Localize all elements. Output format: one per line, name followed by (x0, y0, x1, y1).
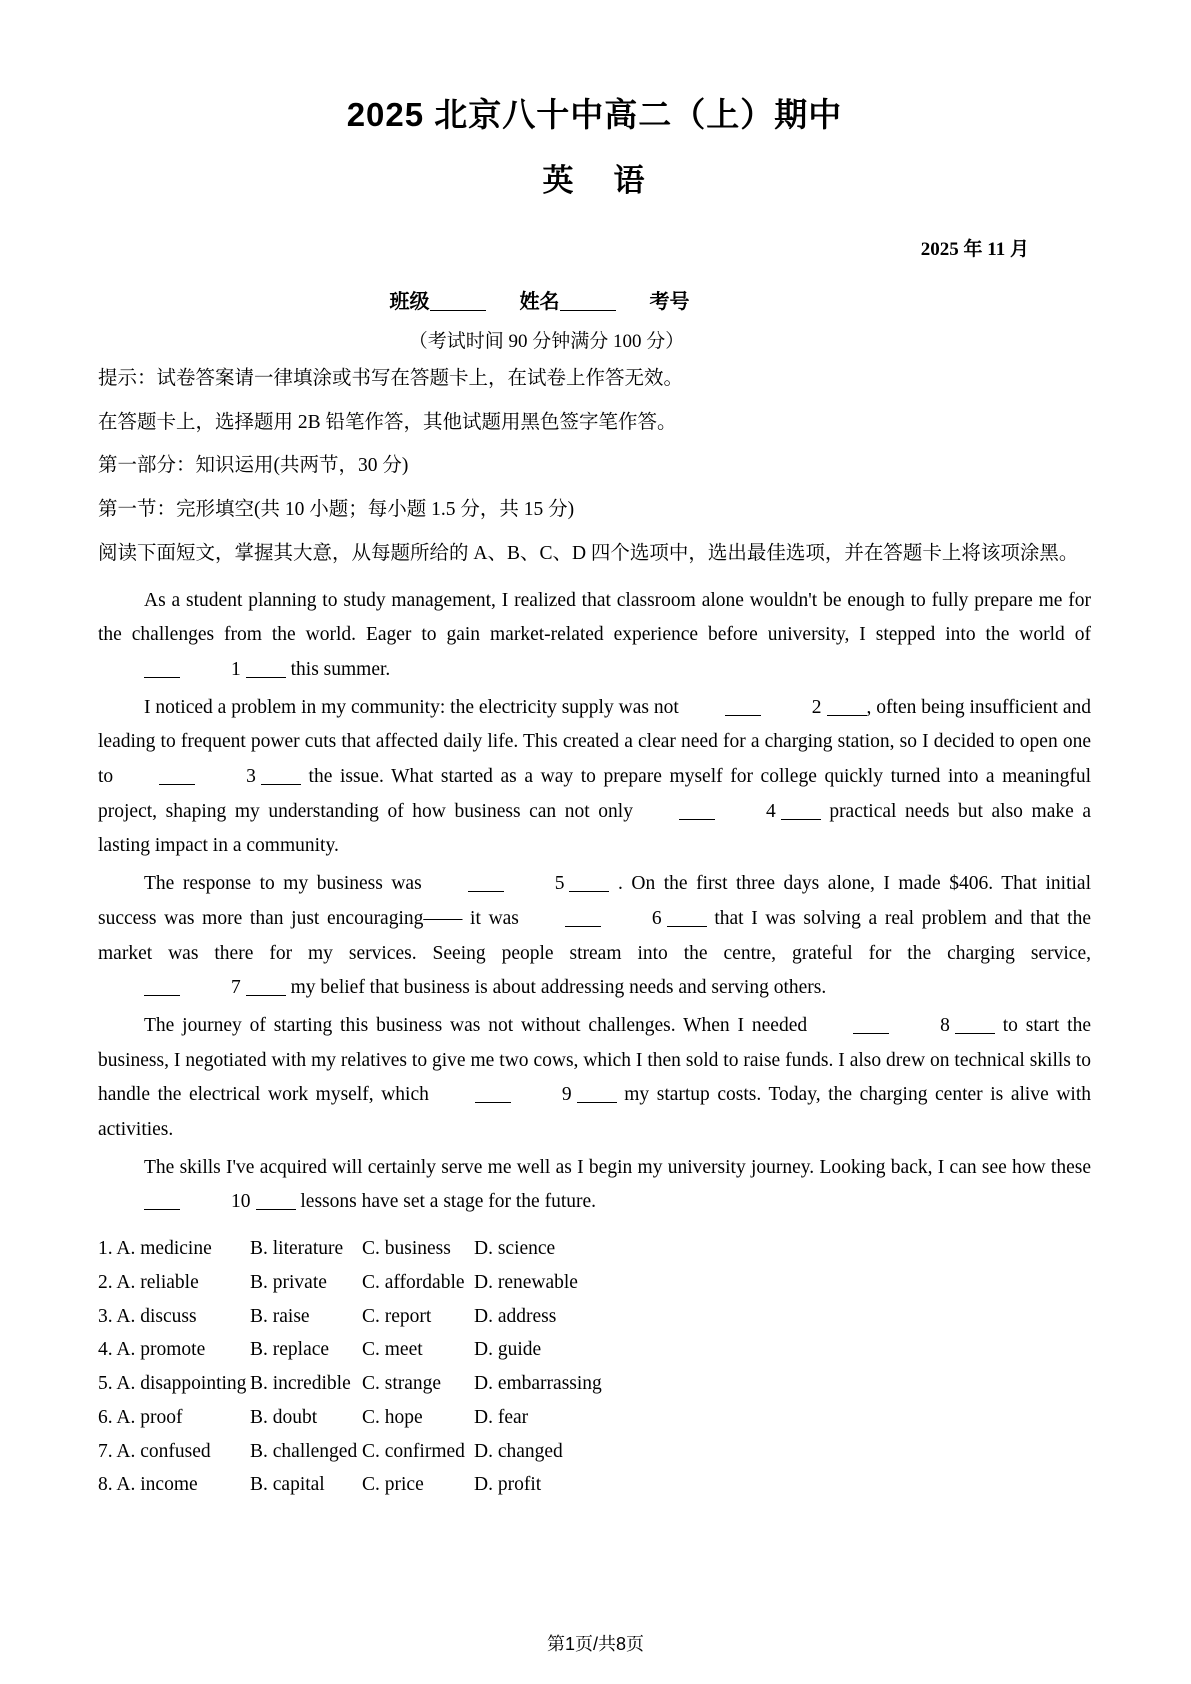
option-b[interactable]: B. capital (250, 1474, 325, 1496)
option-row (98, 1468, 1091, 1502)
blank-8[interactable]: 8 (807, 1009, 995, 1044)
option-b[interactable]: B. incredible (250, 1373, 351, 1395)
passage-text: The response to my business was (144, 873, 422, 895)
cloze-instruction: 阅读下面短文，掌握其大意，从每题所给的 A、B、C、D 四个选项中，选出最佳选项，并在答题卡上将该项涂黑。 (98, 542, 1079, 564)
blank-3[interactable]: 3 (113, 760, 301, 795)
section-cloze-header: 第一节：完形填空(共 10 小题；每小题 1.5 分，共 15 分) (98, 499, 575, 521)
blank-10[interactable]: 10 (98, 1185, 296, 1220)
passage-paragraph-4 (98, 1006, 1091, 1148)
note-pencil-pen: 在答题卡上，选择题用 2B 铅笔作答，其他试题用黑色签字笔作答。 (98, 411, 677, 433)
passage-paragraph-2 (98, 688, 1091, 865)
blank-5[interactable]: 5 (422, 867, 610, 902)
option-row (98, 1232, 1091, 1266)
option-a[interactable]: 3. A. discuss (98, 1305, 197, 1327)
subject-char-left: 英 (542, 162, 576, 198)
option-b[interactable]: B. private (250, 1271, 327, 1293)
passage-text: I noticed a problem in my community: the electricity supply was not (144, 696, 679, 718)
option-b[interactable]: B. replace (250, 1339, 330, 1361)
option-a[interactable]: 4. A. promote (98, 1339, 206, 1361)
option-d[interactable]: D. address (474, 1305, 557, 1327)
option-c[interactable]: C. affordable (362, 1271, 465, 1293)
passage-text: lessons have set a stage for the future. (300, 1191, 597, 1213)
passage-text: The skills I've acquired will certainly serve me well as I begin my university journey. Looking back, I can see how these (144, 1156, 1091, 1178)
option-c[interactable]: C. hope (362, 1406, 423, 1428)
option-row (98, 1333, 1091, 1367)
student-id-line (98, 261, 1091, 314)
option-c[interactable]: C. price (362, 1474, 424, 1496)
option-d[interactable]: D. changed (474, 1440, 563, 1462)
option-b[interactable]: B. challenged (250, 1440, 358, 1462)
passage-text: to start the business, I negotiated with my relatives to give me two cows, which I then sold to raise funds. I also drew on technical skills to handle the electrical work myself, which (98, 1014, 1091, 1106)
passage-text: this summer. (290, 658, 391, 680)
passage-paragraph-3 (98, 864, 1091, 1006)
exam-duration-score: （考试时间 90 分钟满分 100 分） (408, 331, 685, 352)
option-a[interactable]: 6. A. proof (98, 1406, 183, 1428)
passage-text: that I was solving a real problem and that the market was there for my services. Seeing people stream into the centre, grateful for the charging service, (98, 907, 1091, 964)
option-row (98, 1401, 1091, 1435)
class-input-blank[interactable] (430, 310, 486, 311)
subject-char-right: 语 (613, 162, 647, 198)
label-name: 姓名 (519, 291, 560, 313)
passage-text: The journey of starting this business was not without challenges. When I needed (144, 1014, 808, 1036)
passage-text: my startup costs. Today, the charging center is alive with activities. (98, 1084, 1091, 1141)
subject-title (98, 140, 1091, 205)
option-d[interactable]: D. science (474, 1238, 556, 1260)
option-d[interactable]: D. guide (474, 1339, 542, 1361)
option-a[interactable]: 2. A. reliable (98, 1271, 199, 1293)
passage-text: the issue. What started as a way to prepare myself for college quickly turned into a meaningful project, shaping my understanding of how business can not only (98, 766, 1091, 822)
passage-text: . On the first three days alone, I made $406. That initial success was more than just encouraging—— it was (98, 873, 1091, 929)
label-exam-number: 考号 (649, 291, 690, 313)
blank-4[interactable]: 4 (633, 795, 821, 830)
option-c[interactable]: C. strange (362, 1373, 442, 1395)
option-b[interactable]: B. raise (250, 1305, 310, 1327)
passage-text: my belief that business is about addressing needs and serving others. (290, 977, 827, 999)
option-a[interactable]: 1. A. medicine (98, 1238, 212, 1260)
option-c[interactable]: C. meet (362, 1339, 423, 1361)
blank-1[interactable]: 1 (98, 653, 286, 688)
note-answer-sheet: 提示：试卷答案请一律填涂或书写在答题卡上，在试卷上作答无效。 (98, 368, 684, 389)
option-row (98, 1367, 1091, 1401)
option-c[interactable]: C. report (362, 1305, 432, 1327)
blank-6[interactable]: 6 (519, 902, 707, 937)
option-row (98, 1435, 1091, 1469)
option-a[interactable]: 5. A. disappointing (98, 1373, 247, 1395)
option-d[interactable]: D. fear (474, 1406, 529, 1428)
answer-options-list (98, 1220, 1091, 1502)
option-d[interactable]: D. embarrassing (474, 1373, 602, 1395)
passage-text: As a student planning to study management, I realized that classroom alone wouldn't be enough to fully prepare me for the challenges from the world. Eager to gain market-related experience before university, I stepped into the world of (98, 589, 1091, 646)
exam-date: 2025 年 11 月 (920, 239, 1029, 260)
page-title: 2025 北京八十中高二（上）期中 (346, 96, 843, 133)
option-a[interactable]: 7. A. confused (98, 1440, 211, 1462)
section-part-one: 第一部分：知识运用(共两节，30 分) (98, 455, 409, 477)
option-row (98, 1266, 1091, 1300)
option-c[interactable]: C. confirmed (362, 1440, 465, 1462)
option-a[interactable]: 8. A. income (98, 1474, 198, 1496)
option-b[interactable]: B. doubt (250, 1406, 318, 1428)
passage-text: practical needs but also make a lasting impact in a community. (98, 800, 1091, 857)
blank-9[interactable]: 9 (429, 1078, 617, 1113)
passage-paragraph-5 (98, 1148, 1091, 1220)
option-b[interactable]: B. literature (250, 1238, 344, 1260)
option-row (98, 1300, 1091, 1334)
page-footer: 第1页/共8页 (546, 1634, 645, 1654)
name-input-blank[interactable] (560, 310, 616, 311)
blank-2[interactable]: 2 (679, 691, 867, 726)
label-class: 班级 (389, 291, 430, 313)
option-c[interactable]: C. business (362, 1238, 451, 1260)
passage-text: , often being insufficient and leading to frequent power cuts that affected daily life. This created a clear need for a charging station, so I decided to open one to (98, 696, 1092, 788)
option-d[interactable]: D. profit (474, 1474, 542, 1496)
passage-paragraph-1 (98, 572, 1091, 688)
blank-7[interactable]: 7 (98, 971, 286, 1006)
option-d[interactable]: D. renewable (474, 1271, 578, 1293)
